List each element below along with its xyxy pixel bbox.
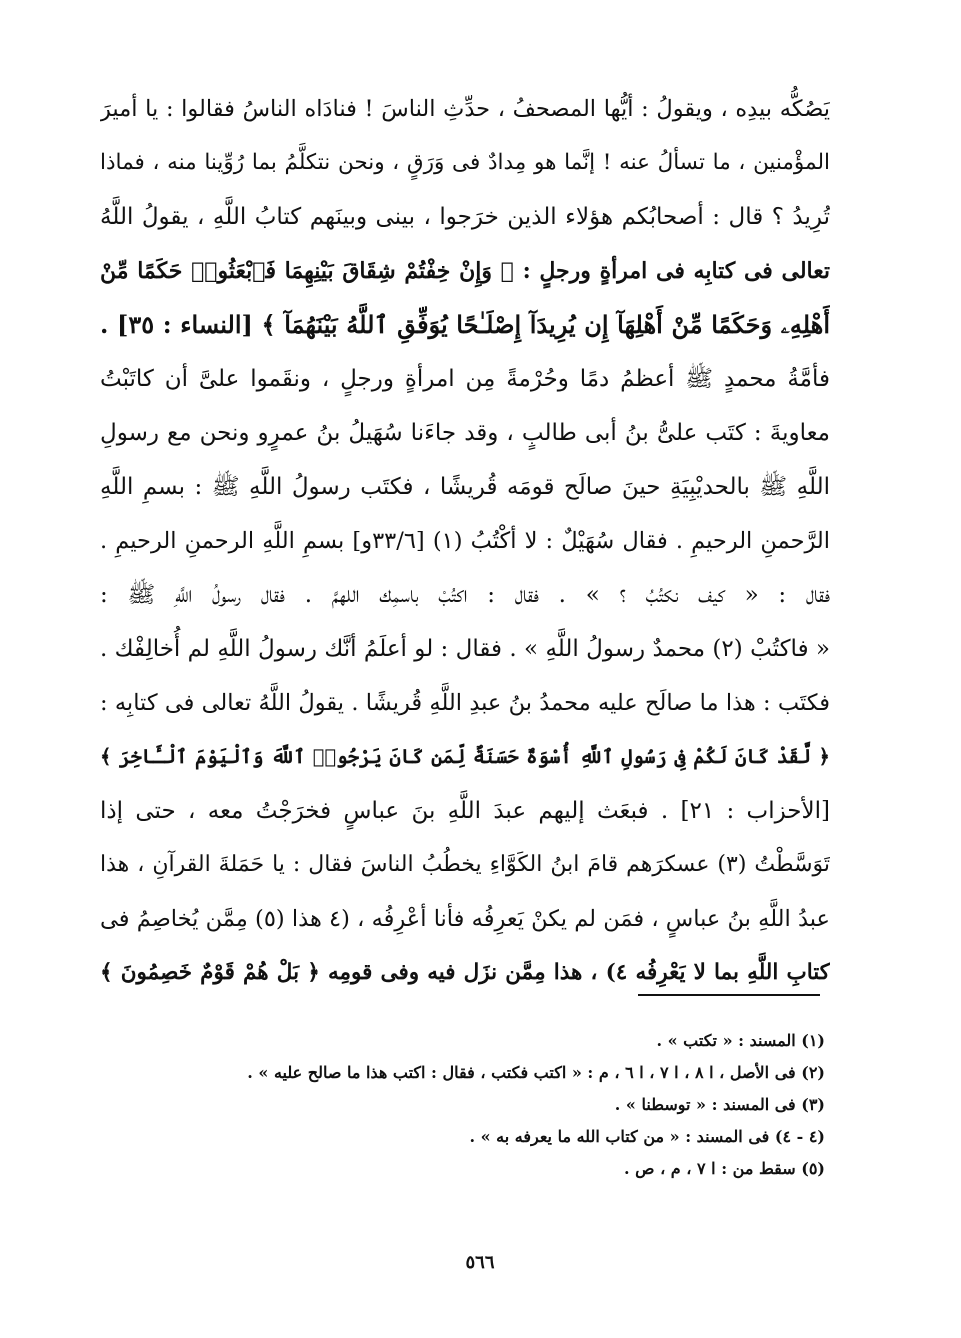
main-text [100, 82, 830, 1000]
text-line: تَوَسَّطْتُ (٣) عسكرَهم قامَ ابنُ الكَوَّاءِ يخطُبُ الناسَ فقال : يا حَمَلةَ القرآنِ ، هذا [100, 852, 830, 877]
text-line: معاويةَ : كتَب علىُّ بنُ أبى طالبٍ ، وقد جاءَنا سُهَيلُ بنُ عمرٍو ونحن مع رسولِ [100, 420, 830, 446]
footnotes [120, 1025, 825, 1185]
text-line: فأمَّةُ محمدٍ ﷺ أعظمُ دمًا وحُرْمةً مِن امرأةٍ ورجلٍ ، ونقَموا علىَّ أن كاتَبْتُ [100, 366, 830, 392]
text-line: فقال : « كيف نكتُبُ ؟ » . فقال : اكتُبْ باسمِك اللهمَّ . فقال رسولُ اللَّهِ ﷺ : [100, 582, 830, 608]
footnote-separator [638, 994, 820, 996]
text-line: عبدُ اللَّهِ بنُ عباسٍ ، فمَن لم يكنْ يَعرِفُه فأنا أعْرِفُه ، (٤ هذا (٥) مِمَّن يُخاصِمُ فى [100, 906, 830, 932]
footnote: (٤ - ٤) فى المسند : « من كتاب الله ما يعرفه به » . [469, 1127, 825, 1146]
footnote: (١) المسند : « تكتب » . [656, 1031, 825, 1050]
text-line: اللَّهِ ﷺ بالحديْبِيَةِ حينَ صالَح قومَه قُريشًا ، فكتَب رسولُ اللَّهِ ﷺ : بسمِ اللَّهِ [100, 474, 830, 500]
footnote: (٣) فى المسند : « توسطنا » . [614, 1095, 825, 1114]
text-line: « فاكتُبْ (٢) محمدٌ رسولُ اللَّهِ » . فقال : لو أعلَمُ أنَّك رسولُ اللَّهِ لم أُخالِفْك . [100, 636, 830, 662]
text-line: تعالى فى كتابِه فى امرأةٍ ورجلٍ : ﴿ وَإِنْ خِفْتُمْ شِقَاقَ بَيْنِهِمَا فَٱبْعَثُوا۟ حَكَمًا مِّنْ [100, 258, 830, 284]
text-line: كتابِ اللَّهِ بما لا يَعْرِفُه ٤) ، هذا مِمَّن نزَل فيه وفى قومِه ﴿ بَلْ هُمْ قَوْمٌ خَصِمُونَ ﴾ [100, 960, 830, 985]
text-line: يَصُكُّه بيدِه ، ويقولُ : أيُّها المصحفُ ، حدِّثِ الناسَ ! فنادَاه الناسُ فقالوا : يا أميرَ [100, 96, 830, 122]
text-line: ﴿ لَّقَدْ كَانَ لَكُمْ فِى رَسُولِ ٱللَّهِ أُسْوَةٌ حَسَنَةٌ لِّمَن كَانَ يَرْجُوا۟ ٱللَّهَ وَٱلْيَوْمَ ٱلْـَٔاخِرَ ﴾ [100, 745, 830, 768]
text-line: تُرِيدُ ؟ قال : أصحابُكم هؤلاء الذين خرَجوا ، بينى وبينَهم كتابُ اللَّهِ ، يقولُ اللَّهُ [100, 204, 830, 230]
text-line: الرَّحمنِ الرحيمِ . فقال سُهَيْلٌ : لا أكْتُبُ (١) [٣٣/٦و] بسمِ اللَّهِ الرحمنِ الرحيمِ . [100, 528, 830, 554]
page-number: ٥٦٦ [465, 1252, 495, 1273]
footnote: (٢) فى الأصل ، ا ٨ ، ا ٧ ، ا ٦ ، م : « اكتب فكتب ، فقال : اكتب هذا ما صالح عليه » . [247, 1063, 825, 1082]
footnote: (٥) سقط من : ا ٧ ، م ، ص . [624, 1159, 825, 1178]
text-line: المؤْمنين ، ما تسألُ عنه ! إنَّما هو مِدادٌ فى وَرَقٍ ، ونحن نتكلَّمُ بما رُوِّينا منه ، فماذا [100, 150, 830, 175]
text-line: أَهْلِهِۦ وَحَكَمًا مِّنْ أَهْلِهَآ إِن يُرِيدَآ إِصْلَـٰحًا يُوَفِّقِ ٱللَّهُ بَيْنَهُمَآ ﴾ [النساء : ٣٥] . [100, 310, 830, 339]
text-line: [الأحزاب : ٢١] . فبعَث إليهم عبدَ اللَّهِ بنَ عباسٍ فخرَجْتُ معه ، حتى إذا [100, 798, 830, 824]
text-line: فكتَب : هذا ما صالَح عليه محمدُ بنُ عبدِ اللَّهِ قُريشًا . يقولُ اللَّهُ تعالى فى كتابِه : [100, 690, 830, 716]
